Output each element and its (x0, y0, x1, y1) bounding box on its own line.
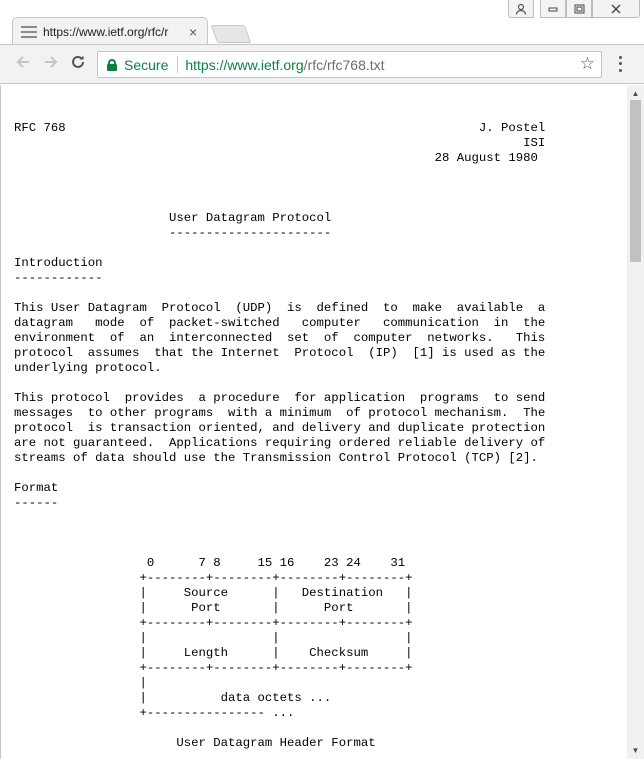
document-line: +--------+--------+--------+--------+ (14, 616, 413, 630)
browser-toolbar (0, 44, 644, 84)
document-line: +---------------- ... (14, 706, 295, 720)
document-line: ---------------------- (14, 226, 332, 240)
tab-strip (0, 0, 644, 44)
document-line: 28 August 1980 (14, 151, 538, 165)
document-line: streams of data should use the Transmission Control Protocol (TCP) [2]. (14, 451, 538, 465)
document-line: | Length | Checksum | (14, 646, 413, 660)
document-line: User Datagram Header Format (14, 736, 376, 750)
document-line: | data octets ... (14, 691, 332, 705)
document-line (14, 721, 545, 736)
document-line (14, 181, 545, 196)
active-tab[interactable] (12, 17, 208, 45)
close-icon[interactable]: × (189, 23, 198, 40)
reload-icon[interactable] (67, 53, 89, 75)
document-line (14, 526, 545, 541)
page-viewport (0, 85, 644, 759)
document-line: User Datagram Protocol (14, 211, 332, 225)
document-line: +--------+--------+--------+--------+ (14, 571, 413, 585)
lock-icon[interactable] (107, 59, 117, 71)
maximize-icon[interactable] (566, 0, 592, 18)
document-line (14, 196, 545, 211)
page-icon (21, 26, 37, 38)
url-host[interactable]: https://www.ietf.org (185, 56, 304, 73)
document-line (14, 166, 545, 181)
omnibox-divider (177, 56, 178, 73)
document-line (14, 511, 545, 526)
document-line: protocol is transaction oriented, and delivery and duplicate protection (14, 421, 546, 435)
url-path[interactable]: /rfc/rfc768.txt (303, 56, 385, 73)
document-line (14, 466, 545, 481)
document-line: | Port | Port | (14, 601, 413, 615)
minimize-icon[interactable] (540, 0, 566, 18)
document-line: | Source | Destination | (14, 586, 413, 600)
star-icon[interactable]: ☆ (579, 54, 595, 73)
document-line (14, 376, 545, 391)
document-line (14, 286, 545, 301)
document-line: are not guaranteed. Applications requiring ordered reliable delivery of (14, 436, 546, 450)
document-line: | (14, 676, 147, 690)
document-line: Introduction (14, 256, 103, 270)
vertical-scrollbar[interactable] (627, 85, 644, 759)
document-line: | | | (14, 631, 413, 645)
document-line: underlying protocol. (14, 361, 162, 375)
document-line: datagram mode of packet-switched computer communication in the (14, 316, 546, 330)
document-line: ISI (14, 136, 546, 150)
scrollbar-thumb[interactable] (630, 100, 641, 262)
document-line (14, 541, 545, 556)
document-line: ------ (14, 496, 59, 510)
security-label[interactable]: Secure (124, 56, 169, 73)
scroll-down-arrow[interactable]: ▼ (631, 746, 640, 755)
back-icon[interactable] (12, 53, 34, 75)
document-line: Format (14, 481, 59, 495)
document-line: messages to other programs with a minimum of protocol mechanism. The (14, 406, 546, 420)
document-line: protocol assumes that the Internet Protocol (IP) [1] is used as the (14, 346, 546, 360)
address-bar[interactable] (97, 51, 602, 78)
profile-icon[interactable] (508, 0, 534, 18)
new-tab-button[interactable] (211, 25, 252, 43)
document-line: 0 7 8 15 16 23 24 31 (14, 556, 406, 570)
menu-icon[interactable] (614, 54, 626, 74)
rfc-document (14, 121, 545, 751)
tab-title: https://www.ietf.org/rfc/r (43, 24, 169, 39)
forward-icon[interactable] (40, 53, 62, 75)
document-line: This User Datagram Protocol (UDP) is defined to make available a (14, 301, 546, 315)
document-line: This protocol provides a procedure for application programs to send (14, 391, 546, 405)
close-window-icon[interactable] (592, 0, 640, 18)
document-line: RFC 768 J. Postel (14, 121, 546, 135)
document-line: ------------ (14, 271, 103, 285)
document-line (14, 241, 545, 256)
scroll-up-arrow[interactable]: ▲ (631, 89, 640, 98)
document-line: environment of an interconnected set of computer networks. This (14, 331, 546, 345)
document-line: +--------+--------+--------+--------+ (14, 661, 413, 675)
